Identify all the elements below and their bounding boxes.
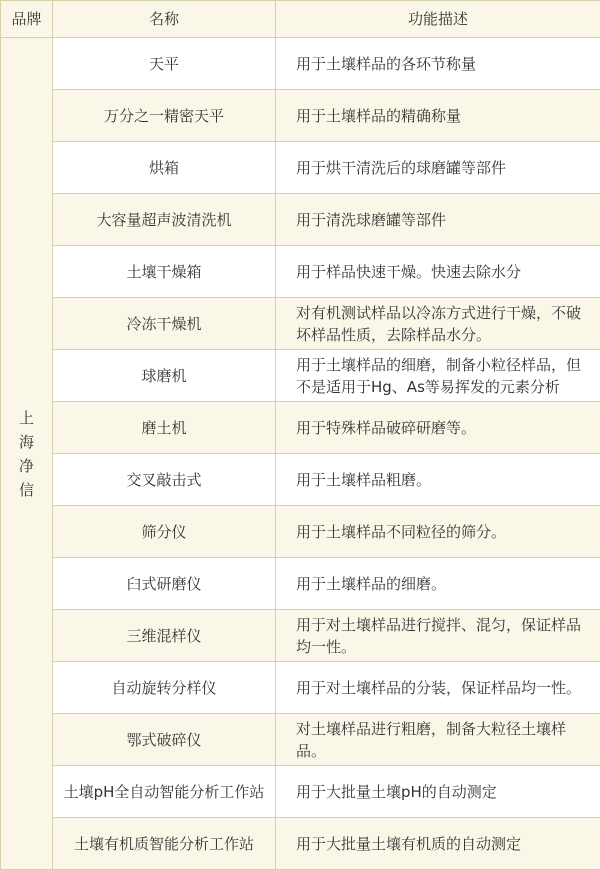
table-row	[1, 350, 600, 402]
table-row	[1, 610, 600, 662]
equipment-name: 土壤有机质智能分析工作站	[53, 818, 276, 870]
table-body	[1, 38, 600, 870]
table-row	[1, 766, 600, 818]
equipment-function: 用于土壤样品不同粒径的筛分。	[276, 506, 600, 558]
table-row	[1, 662, 600, 714]
table-row	[1, 194, 600, 246]
equipment-function: 用于土壤样品的各环节称量	[276, 38, 600, 90]
equipment-name: 球磨机	[53, 350, 276, 402]
equipment-function: 对有机测试样品以冷冻方式进行干燥，不破坏样品性质，去除样品水分。	[276, 298, 600, 350]
table-row	[1, 714, 600, 766]
equipment-function: 用于特殊样品破碎研磨等。	[276, 402, 600, 454]
equipment-name: 土壤pH全自动智能分析工作站	[53, 766, 276, 818]
table-header-row	[1, 1, 600, 38]
equipment-function: 用于烘干清洗后的球磨罐等部件	[276, 142, 600, 194]
header-name: 名称	[53, 1, 276, 38]
table-row	[1, 142, 600, 194]
equipment-name: 磨土机	[53, 402, 276, 454]
table-row	[1, 558, 600, 610]
equipment-function: 用于样品快速干燥。快速去除水分	[276, 246, 600, 298]
equipment-function: 用于土壤样品的细磨，制备小粒径样品，但不是适用于Hg、As等易挥发的元素分析	[276, 350, 600, 402]
equipment-name: 冷冻干燥机	[53, 298, 276, 350]
equipment-function: 用于大批量土壤有机质的自动测定	[276, 818, 600, 870]
table-row	[1, 298, 600, 350]
equipment-name: 交叉敲击式	[53, 454, 276, 506]
equipment-function: 用于对土壤样品的分装，保证样品均一性。	[276, 662, 600, 714]
equipment-name: 臼式研磨仪	[53, 558, 276, 610]
equipment-function: 用于土壤样品粗磨。	[276, 454, 600, 506]
equipment-name: 土壤干燥箱	[53, 246, 276, 298]
table-row	[1, 506, 600, 558]
header-brand: 品牌	[1, 1, 53, 38]
equipment-function: 用于对土壤样品进行搅拌、混匀，保证样品均一性。	[276, 610, 600, 662]
table-row	[1, 818, 600, 870]
equipment-name: 三维混样仪	[53, 610, 276, 662]
equipment-name: 大容量超声波清洗机	[53, 194, 276, 246]
equipment-name: 自动旋转分样仪	[53, 662, 276, 714]
brand-cell	[1, 38, 53, 870]
brand-label: 上海净信	[19, 406, 35, 502]
equipment-function: 用于土壤样品的细磨。	[276, 558, 600, 610]
equipment-function: 对土壤样品进行粗磨，制备大粒径土壤样品。	[276, 714, 600, 766]
table-row	[1, 246, 600, 298]
equipment-name: 烘箱	[53, 142, 276, 194]
equipment-name: 万分之一精密天平	[53, 90, 276, 142]
equipment-name: 天平	[53, 38, 276, 90]
equipment-name: 鄂式破碎仪	[53, 714, 276, 766]
table-row	[1, 402, 600, 454]
equipment-function: 用于清洗球磨罐等部件	[276, 194, 600, 246]
table-row	[1, 454, 600, 506]
header-function: 功能描述	[276, 1, 600, 38]
equipment-name: 筛分仪	[53, 506, 276, 558]
table-row	[1, 38, 600, 90]
table-row	[1, 90, 600, 142]
equipment-function: 用于大批量土壤pH的自动测定	[276, 766, 600, 818]
equipment-function: 用于土壤样品的精确称量	[276, 90, 600, 142]
